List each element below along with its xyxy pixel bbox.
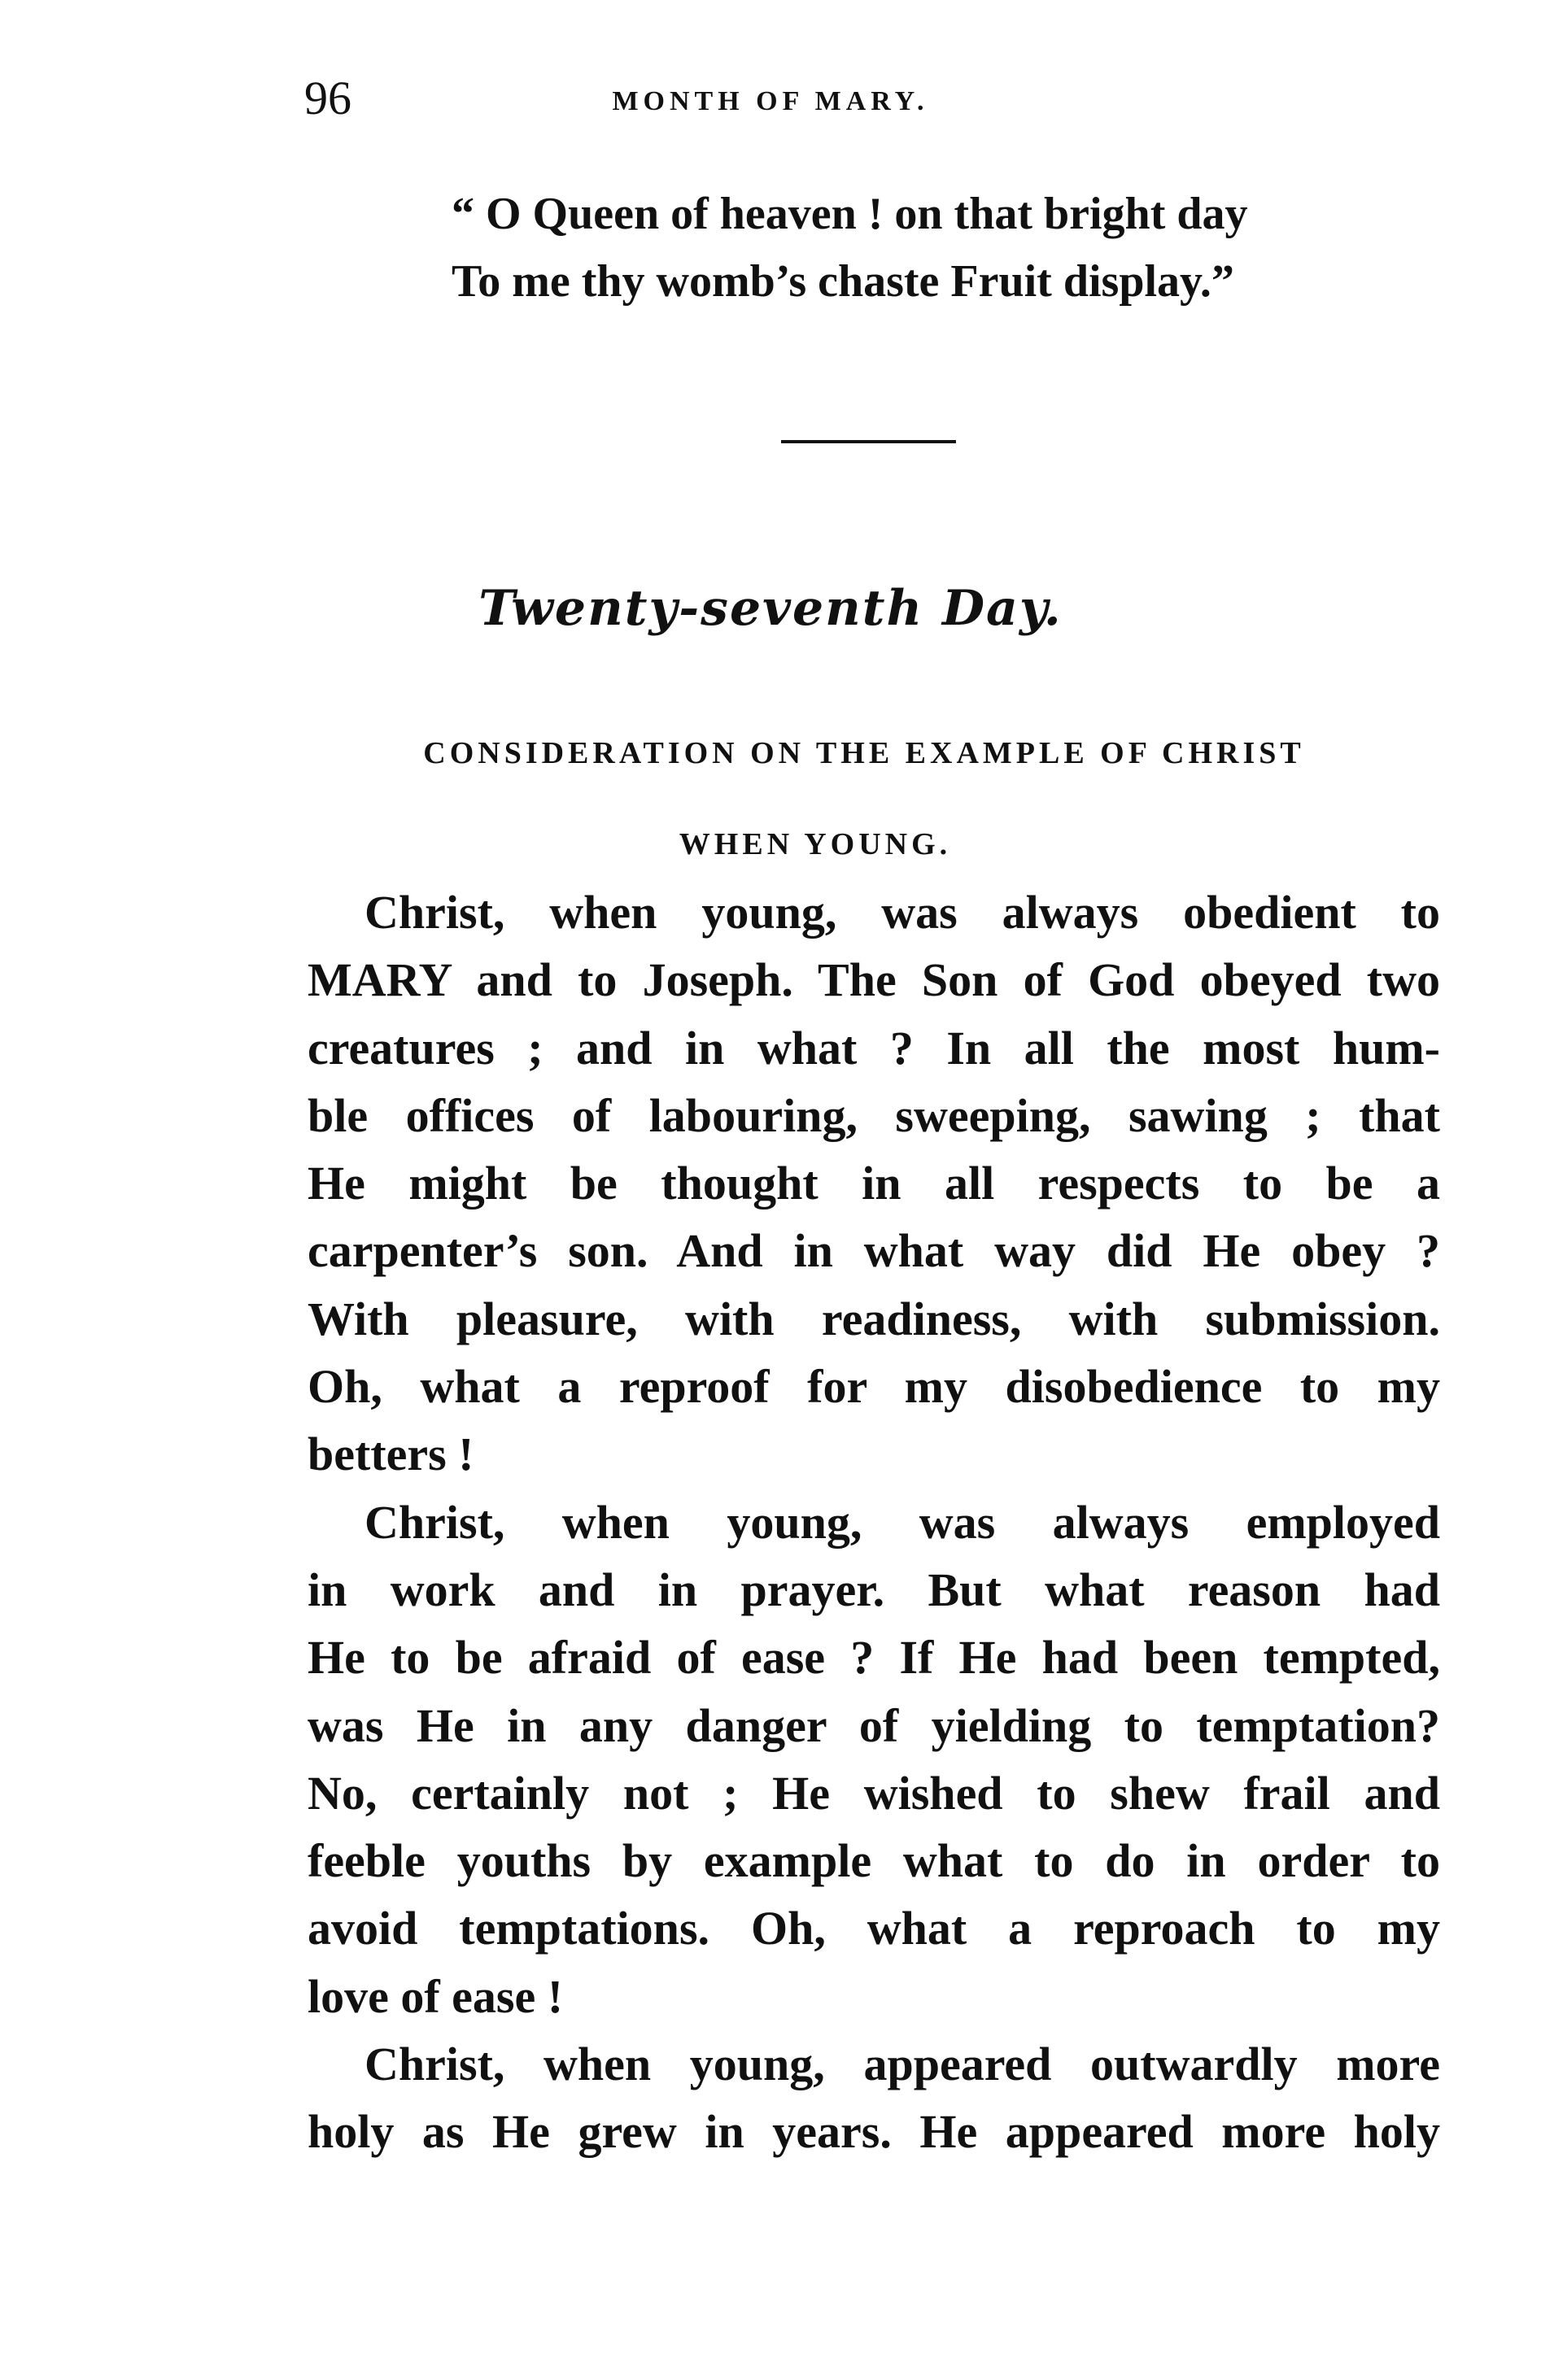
verse-quote	[452, 181, 1248, 316]
day-heading: Twenty-seventh Day.	[478, 580, 1063, 637]
section-divider	[781, 440, 956, 443]
body-line: Christ, when young, was always obedient to	[365, 886, 1440, 939]
consideration-title-line: WHEN YOUNG.	[679, 827, 952, 861]
body-line: betters !	[308, 1428, 474, 1481]
body-line: MARY and to Joseph. The Son of God obeyed two	[308, 953, 1440, 1007]
body-line: holy as He grew in years. He appeared more holy	[308, 2105, 1440, 2159]
body-line: avoid temptations. Oh, what a reproach to my	[308, 1902, 1440, 1955]
body-line: He to be afraid of ease ? If He had been tempted,	[308, 1631, 1440, 1685]
body-line: Oh, what a reproof for my disobedience to my	[308, 1360, 1440, 1414]
verse-line: To me thy womb’s chaste Fruit display.”	[452, 256, 1234, 307]
consideration-title	[0, 708, 1541, 890]
body-line: ble offices of labouring, sweeping, sawing ; that	[308, 1088, 1440, 1142]
body-line: With pleasure, with readiness, with submission.	[308, 1292, 1440, 1345]
consideration-title-line: CONSIDERATION ON THE EXAMPLE OF CHRIST	[423, 736, 1305, 770]
body-line: feeble youths by example what to do in order to	[308, 1834, 1440, 1888]
body-line: love of ease !	[308, 1969, 564, 2023]
body-line: creatures ; and in what ? In all the most hum-	[308, 1021, 1440, 1074]
verse-line: “ O Queen of heaven ! on that bright day	[452, 189, 1248, 239]
page-number: 96	[304, 72, 351, 124]
body-text	[308, 878, 1440, 2166]
body-line: Christ, when young, was always employed	[365, 1495, 1440, 1549]
body-line: Christ, when young, appeared outwardly more	[365, 2038, 1440, 2091]
body-line: in work and in prayer. But what reason had	[308, 1563, 1440, 1616]
body-line: was He in any danger of yielding to temptation?	[308, 1698, 1440, 1752]
running-title: MONTH OF MARY.	[612, 86, 929, 116]
body-line: No, certainly not ; He wished to shew frail and	[308, 1766, 1440, 1820]
body-line: He might be thought in all respects to be a	[308, 1157, 1440, 1210]
body-line: carpenter’s son. And in what way did He obey ?	[308, 1224, 1440, 1278]
